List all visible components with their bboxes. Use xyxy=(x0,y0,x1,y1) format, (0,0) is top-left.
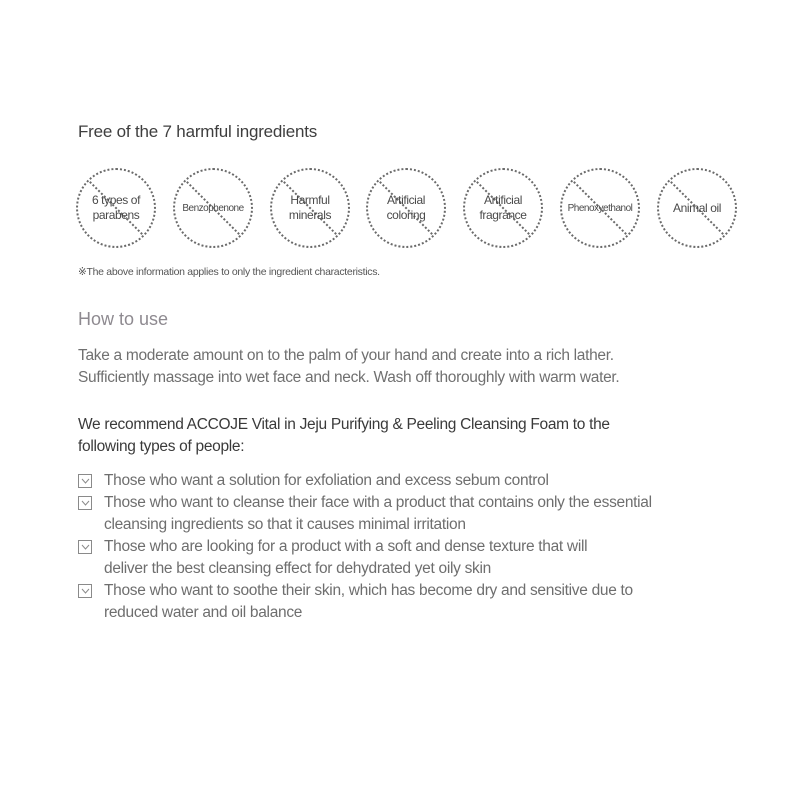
checkbox-check-icon xyxy=(78,540,92,554)
list-item-text: reduced water and oil balance xyxy=(104,604,303,621)
list-item-text: Those who want to soothe their skin, which has become dry and sensitive due to xyxy=(104,582,633,599)
ingredient-badge-artificial-fragrance xyxy=(463,168,543,248)
how-to-use-title: How to use xyxy=(78,309,169,329)
list-item xyxy=(78,470,758,492)
list-item-text: Those who want to cleanse their face with a product that contains only the essential xyxy=(104,494,652,511)
recommend-title-line: We recommend ACCOJE Vital in Jeju Purifying & Peeling Cleansing Foam to the xyxy=(78,416,610,433)
ingredient-label: Harmful xyxy=(290,193,330,207)
ingredient-label: Artificial xyxy=(483,193,522,207)
ingredient-badge-harmful-minerals xyxy=(270,168,350,248)
ingredient-label: minerals xyxy=(288,208,332,222)
ingredient-label: Artificial xyxy=(386,193,425,207)
free-of-title: Free of the 7 harmful ingredients xyxy=(78,122,318,141)
list-item-text: Those who are looking for a product with a soft and dense texture that will xyxy=(104,538,588,555)
list-item xyxy=(78,580,758,624)
ingredient-badge-parabens xyxy=(76,168,156,248)
how-to-use-line: Take a moderate amount on to the palm of your hand and create into a rich lather. xyxy=(78,347,614,364)
recommend-list xyxy=(78,470,758,624)
ingredient-badge-artificial-coloring xyxy=(366,168,446,248)
how-to-use-body xyxy=(78,345,758,389)
checkbox-check-icon xyxy=(78,496,92,510)
list-item-text: cleansing ingredients so that it causes minimal irritation xyxy=(104,516,466,533)
ingredient-badge-animal-oil xyxy=(657,168,737,248)
recommend-title xyxy=(78,414,698,458)
ingredient-label: 6 types of xyxy=(91,193,141,207)
checkbox-check-icon xyxy=(78,584,92,598)
ingredient-badge-benzophenone xyxy=(173,168,253,248)
ingredient-label: fragrance xyxy=(479,208,527,222)
ingredient-note: ※The above information applies to only the ingredient characteristics. xyxy=(78,266,380,278)
ingredient-label: Benzophenone xyxy=(182,202,244,214)
list-item-text: deliver the best cleansing effect for dehydrated yet oily skin xyxy=(104,560,491,577)
ingredient-label: Phenoxyethanol xyxy=(567,202,633,214)
list-item xyxy=(78,492,758,536)
list-item xyxy=(78,536,758,580)
ingredient-label: parabens xyxy=(92,208,140,222)
ingredient-label: coloring xyxy=(386,208,426,222)
how-to-use-line: Sufficiently massage into wet face and neck. Wash off thoroughly with warm water. xyxy=(78,369,620,386)
list-item-text: Those who want a solution for exfoliation and excess sebum control xyxy=(104,472,549,489)
recommend-title-line: following types of people: xyxy=(78,438,245,455)
ingredient-label: Animal oil xyxy=(672,200,722,215)
checkbox-check-icon xyxy=(78,474,92,488)
ingredient-badge-phenoxyethanol xyxy=(560,168,640,248)
